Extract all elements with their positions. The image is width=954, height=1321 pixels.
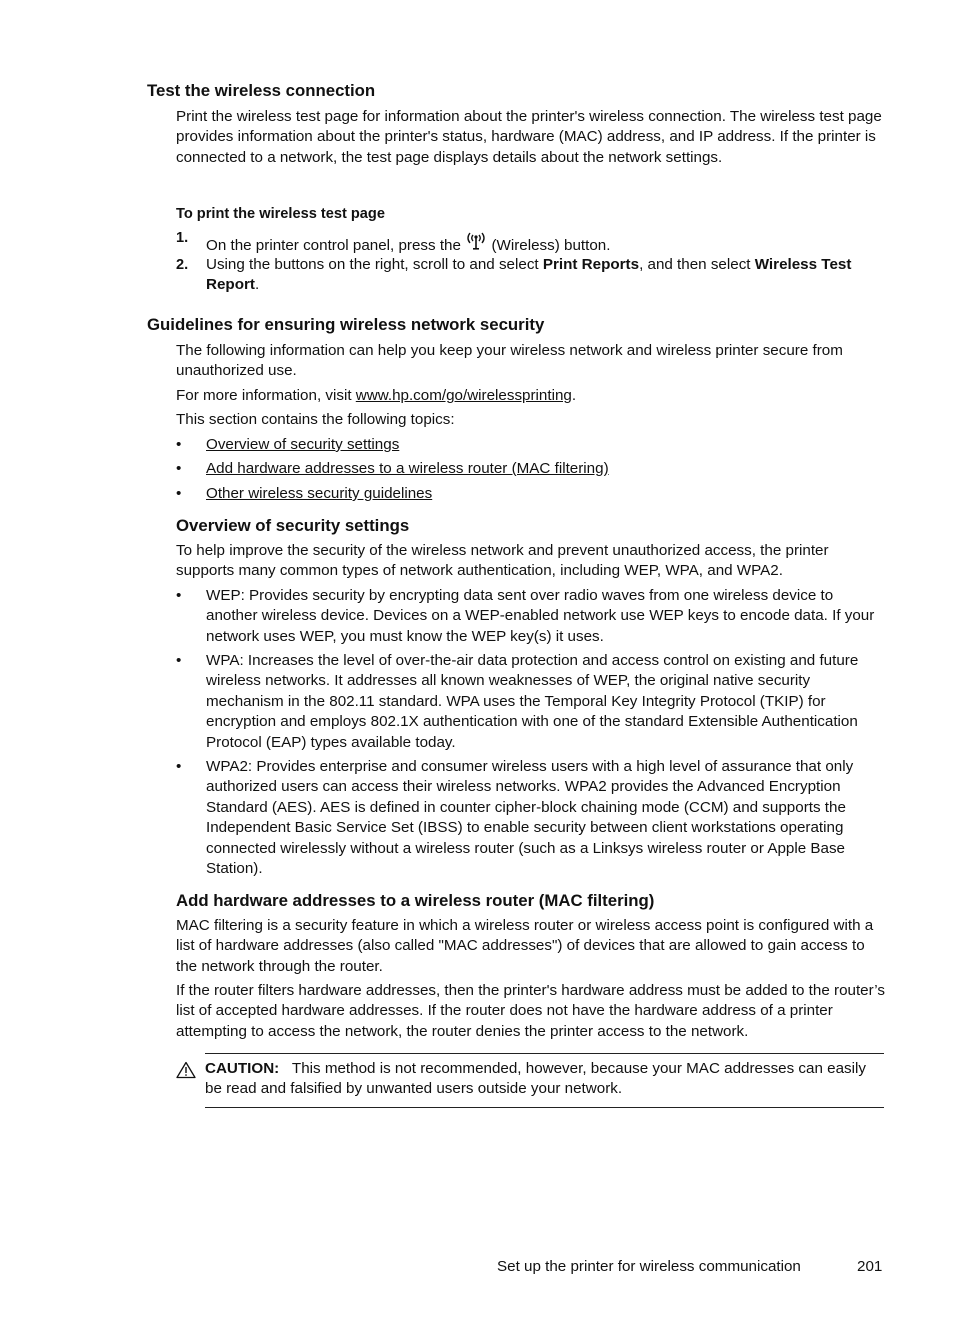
- step-1-number: 1.: [176, 230, 189, 246]
- caution-bottom-rule: [205, 1107, 884, 1108]
- bullet-marker: •: [176, 436, 182, 453]
- step-2-number: 2.: [176, 257, 189, 273]
- mac-filtering-para-2: If the router filters hardware addresses, then the printer's hardware address must be added to the router’s list of accepted hardware addresses. If the router does not have the hardware address of a printer attempting to access the network, the router denies the printer access to the network.: [176, 982, 885, 1040]
- caution-top-rule: [205, 1053, 884, 1054]
- wirelessprinting-link[interactable]: www.hp.com/go/wirelessprinting: [355, 387, 572, 404]
- procedure-title: To print the wireless test page: [176, 206, 385, 222]
- caution-body: This method is not recommended, however, because your MAC addresses can easily be read and falsified by unwanted users outside your network.: [205, 1060, 866, 1098]
- step-2-text-e: .: [254, 276, 260, 294]
- bullet-marker: •: [176, 587, 182, 604]
- section-title-test-wireless: Test the wireless connection: [147, 81, 376, 100]
- caution-label: CAUTION:: [205, 1060, 280, 1077]
- topic-link-overview[interactable]: Overview of security settings: [206, 436, 400, 453]
- section-title-mac-filtering: Add hardware addresses to a wireless router (MAC filtering): [176, 891, 655, 910]
- warning-triangle-icon: [176, 1061, 196, 1079]
- step-1-text-post: (Wireless) button.: [491, 237, 611, 254]
- wpa2-bullet: WPA2: Provides enterprise and consumer wireless users with a high level of assurance that only authorized users can access their wireless networks. WPA2 provides the Advanced Encryption Standard (AES). AES is defined in counter cipher-block chaining mode (CCM) and supports the Independent Basic Service Set (IBSS) to enable security between client workstations operating connected wirelessly without a wireless router (such as a Linksys wireless router or Apple Base Station).: [206, 758, 854, 878]
- bullet-marker: •: [176, 758, 182, 775]
- step-2-text-c: , and then select: [639, 256, 755, 273]
- step-1-text-pre: On the printer control panel, press the: [206, 237, 461, 254]
- wireless-test-report-label: Wireless Test Report: [206, 256, 852, 294]
- footer-chapter-title: Set up the printer for wireless communication: [497, 1258, 801, 1275]
- test-wireless-intro: Print the wireless test page for information about the printer's wireless connection. The wireless test page provides information about the printer's status, hardware (MAC) address, and IP address. If the printer is connected to a network, the test page displays details about the network settings.: [176, 108, 882, 166]
- wireless-icon: [465, 231, 487, 249]
- bullet-marker: •: [176, 460, 182, 477]
- caution-text: [205, 1059, 885, 1100]
- overview-security-intro: To help improve the security of the wireless network and prevent unauthorized access, the printer supports many common types of network authentication, including WEP, WPA, and WPA2.: [176, 542, 829, 580]
- more-info-post: .: [571, 387, 577, 404]
- topics-intro: This section contains the following topics:: [176, 411, 455, 428]
- wep-bullet: WEP: Provides security by encrypting data sent over radio waves from one wireless device to another wireless device. Devices on a WEP-enabled network use WEP keys to encode data. If your network uses WEP, you must know the WEP key(s) it uses.: [206, 587, 875, 645]
- more-info-pre: For more information, visit: [176, 387, 356, 404]
- mac-filtering-para-1: MAC filtering is a security feature in which a wireless router or wireless access point is configured with a list of hardware addresses (also called "MAC addresses") of devices that are allowed to gain access to the network through the router.: [176, 917, 874, 975]
- footer-page-number: 201: [857, 1258, 883, 1275]
- more-info-line: [176, 386, 876, 406]
- step-2-text-a: Using the buttons on the right, scroll to and select: [206, 256, 543, 273]
- section-title-security-guidelines: Guidelines for ensuring wireless network security: [147, 315, 545, 334]
- print-reports-label: Print Reports: [542, 256, 640, 273]
- topic-link-mac-filtering[interactable]: Add hardware addresses to a wireless router (MAC filtering): [206, 460, 609, 477]
- security-guidelines-intro: The following information can help you keep your wireless network and wireless printer secure from unauthorized use.: [176, 342, 843, 380]
- topic-link-other-guidelines[interactable]: Other wireless security guidelines: [206, 485, 433, 502]
- section-title-overview-security: Overview of security settings: [176, 516, 410, 535]
- bullet-marker: •: [176, 652, 182, 669]
- wpa-bullet: WPA: Increases the level of over-the-air data protection and access control on existing and future wireless networks. It addresses all known weaknesses of WEP, the original native security mechanism in the 802.11 standard. WPA uses the Temporal Key Integrity Protocol (TKIP) for encryption and employs 802.1X authentication with one of the standard Extensible Authentication Protocol (EAP) types available today.: [206, 652, 859, 751]
- bullet-marker: •: [176, 485, 182, 502]
